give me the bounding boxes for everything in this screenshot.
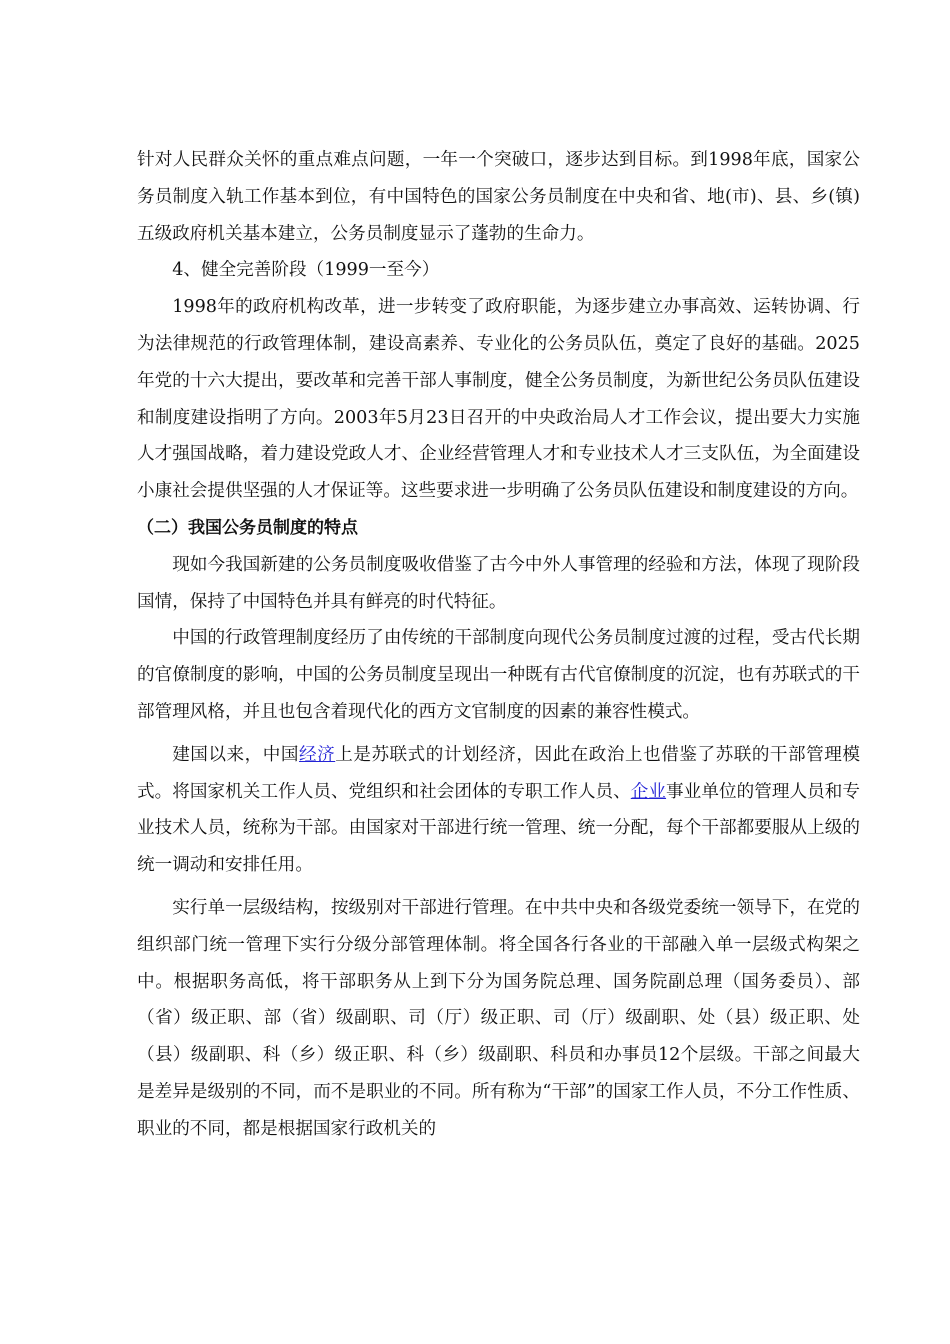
text-span: 上是苏联式的计划经济，因此在政治上也借鉴了苏联的干部管理模式。将国家机关工作人员、党组织和社会团体的专职工作人员、 xyxy=(137,744,860,802)
section-heading-features: （二）我国公务员制度的特点 xyxy=(137,517,358,538)
link-enterprise[interactable]: 企业 xyxy=(630,781,667,802)
section-title-phase4: 4、健全完善阶段（1999一至今） xyxy=(172,260,440,281)
paragraph-phase4: 1998年的政府机构改革，进一步转变了政府职能，为逐步建立办事高效、运转协调、行为法律规范的行政管理体制，建设高素养、专业化的公务员队伍，奠定了良好的基础。2025年党的十六大提出，要改革和完善干部人事制度，健全公务员制度，为新世纪公务员队伍建设和制度建设指明了方向。2003年5月23日召开的中央政治局人才工作会议，提出要大力实施人才强国战略，着力建设党政人才、企业经营管理人才和专业技术人才三支队伍，为全面建设小康社会提供坚强的人才保证等。这些要求进一步明确了公务员队伍建设和制度建设的方向。 xyxy=(137,297,860,502)
paragraph-soviet-model xyxy=(137,737,860,884)
paragraph-hierarchy: 实行单一层级结构，按级别对干部进行管理。在中共中央和各级党委统一领导下，在党的组织部门统一管理下实行分级分部管理体制。将全国各行各业的干部融入单一层级式构架之中。根据职务高低，将干部职务从上到下分为国务院总理、国务院副总理（国务委员）、部（省）级正职、部（省）级副职、司（厅）级正职、司（厅）级副职、处（县）级正职、处（县）级副职、科（乡）级正职、科（乡）级副职、科员和办事员12个层级。干部之间最大是差异是级别的不同，而不是职业的不同。所有称为“干部”的国家工作人员，不分工作性质、职业的不同，都是根据国家行政机关的 xyxy=(137,897,860,1139)
paragraph-features-intro: 现如今我国新建的公务员制度吸收借鉴了古今中外人事管理的经验和方法，体现了现阶段国情，保持了中国特色并具有鲜亮的时代特征。 xyxy=(137,554,860,612)
text-span: 建国以来，中国 xyxy=(172,744,299,765)
link-economy[interactable]: 经济 xyxy=(298,744,336,765)
document-body xyxy=(137,142,860,1148)
paragraph-phase3-conclusion: 针对人民群众关怀的重点难点问题，一年一个突破口，逐步达到目标。到1998年底，国家公务员制度入轨工作基本到位，有中国特色的国家公务员制度在中央和省、地(市)、县、乡(镇)五级政府机关基本建立，公务员制度显示了蓬勃的生命力。 xyxy=(137,150,860,244)
text-span: 事业单位的管理人员和专业技术人员，统称为干部。由国家对干部进行统一管理、统一分配，每个干部都要服从上级的统一调动和安排任用。 xyxy=(137,781,860,876)
paragraph-admin-history: 中国的行政管理制度经历了由传统的干部制度向现代公务员制度过渡的过程，受古代长期的官僚制度的影响，中国的公务员制度呈现出一种既有古代官僚制度的沉淀，也有苏联式的干部管理风格，并且也包含着现代化的西方文官制度的因素的兼容性模式。 xyxy=(137,628,860,722)
